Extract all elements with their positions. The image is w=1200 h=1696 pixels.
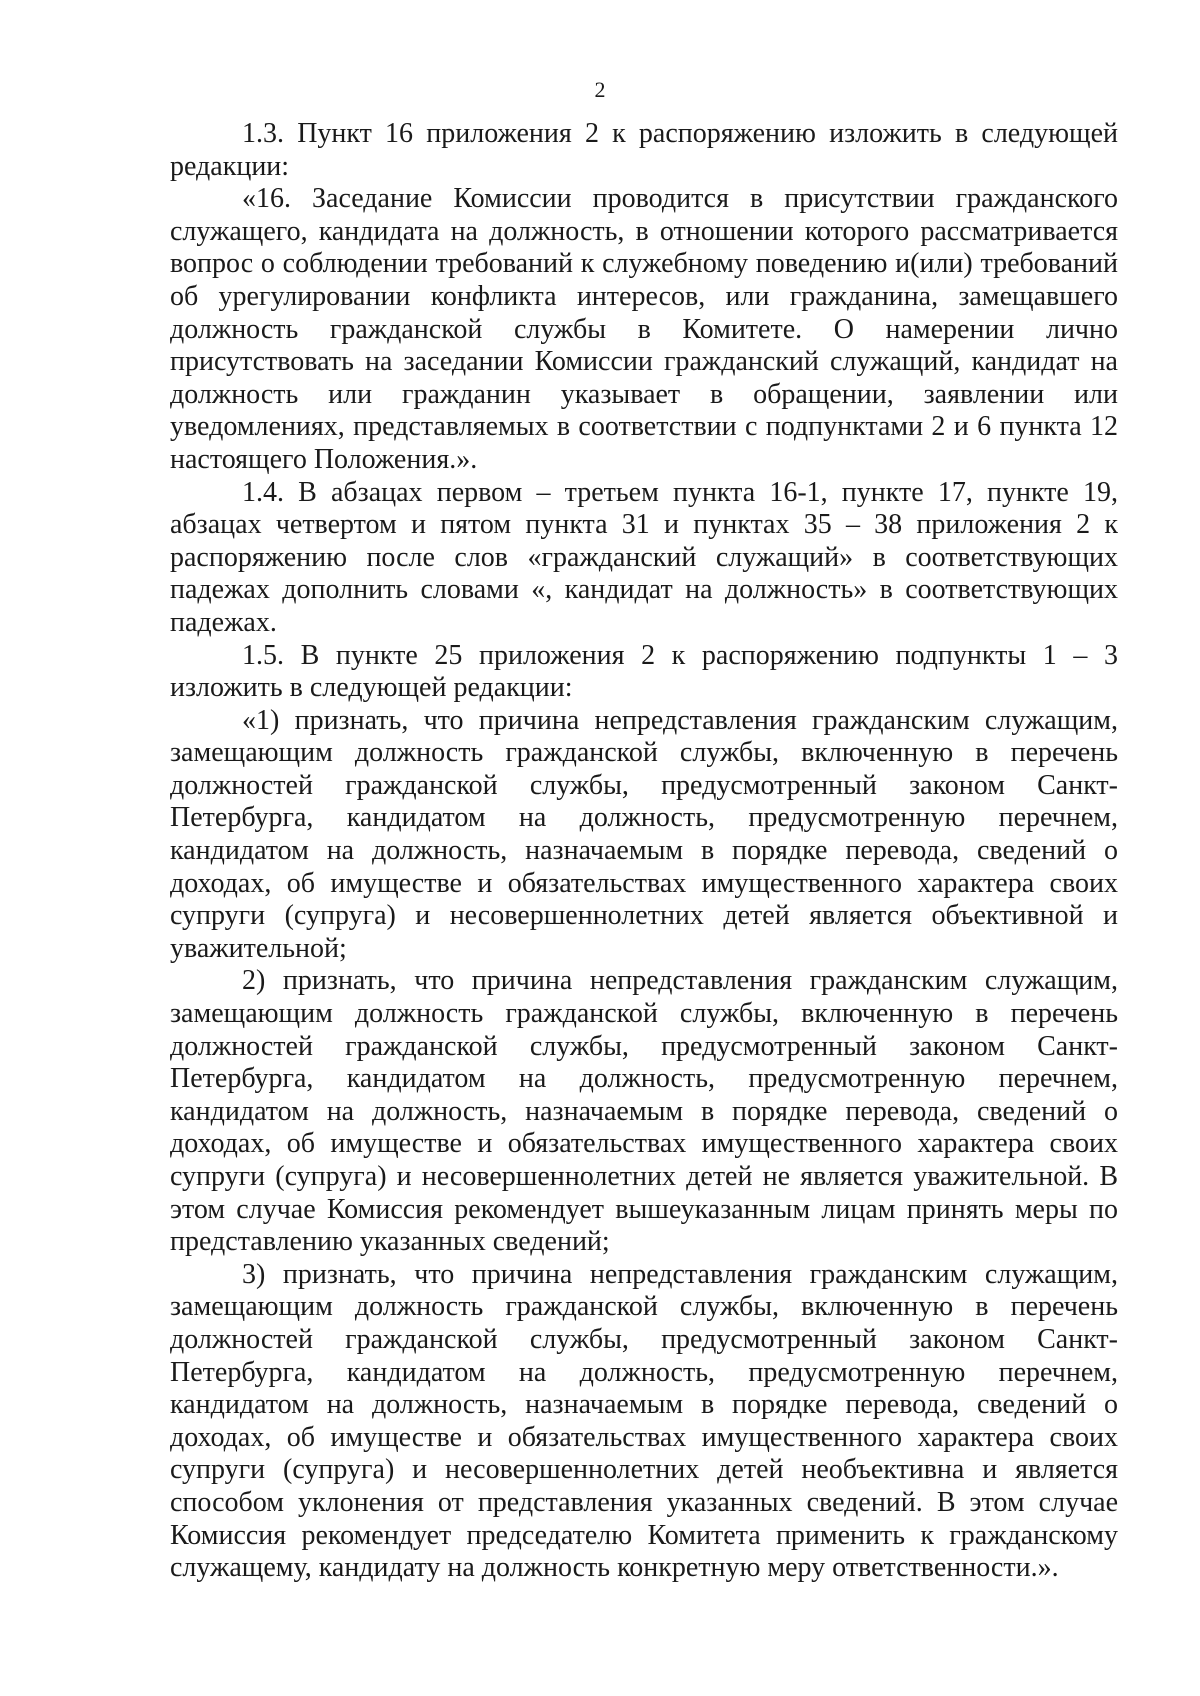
paragraph-1-5: 1.5. В пункте 25 приложения 2 к распоряжению подпункты 1 – 3 изложить в следующей редакции: <box>170 639 1118 704</box>
paragraph-subitem-2: 2) признать, что причина непредставления гражданским служащим, замещающим должность гражданской службы, включенную в перечень должностей гражданской службы, предусмотренный законом Санкт-Петербурга, кандидатом на должность, предусмотренную перечнем, кандидатом на должность, назначаемым в порядке перевода, сведений о доходах, об имуществе и обязательствах имущественного характера своих супруги (супруга) и несовершеннолетних детей не является уважительной. В этом случае Комиссия рекомендует вышеуказанным лицам принять меры по представлению указанных сведений; <box>170 965 1118 1258</box>
paragraph-quote-16: «16. Заседание Комиссии проводится в присутствии гражданского служащего, кандидата на должность, в отношении которого рассматривается вопрос о соблюдении требований к служебному поведению и(или) требований об урегулировании конфликта интересов, или гражданина, замещавшего должность гражданской службы в Комитете. О намерении лично присутствовать на заседании Комиссии гражданский служащий, кандидат на должность или гражданин указывает в обращении, заявлении или уведомлениях, представляемых в соответствии с подпунктами 2 и 6 пункта 12 настоящего Положения.». <box>170 183 1118 475</box>
paragraph-subitem-1: «1) признать, что причина непредставления гражданским служащим, замещающим должность гражданской службы, включенную в перечень должностей гражданской службы, предусмотренный законом Санкт-Петербурга, кандидатом на должность, предусмотренную перечнем, кандидатом на должность, назначаемым в порядке перевода, сведений о доходах, об имуществе и обязательствах имущественного характера своих супруги (супруга) и несовершеннолетних детей является объективной и уважительной; <box>170 704 1118 964</box>
paragraph-subitem-3: 3) признать, что причина непредставления гражданским служащим, замещающим должность гражданской службы, включенную в перечень должностей гражданской службы, предусмотренный законом Санкт-Петербурга, кандидатом на должность, предусмотренную перечнем, кандидатом на должность, назначаемым в порядке перевода, сведений о доходах, об имуществе и обязательствах имущественного характера своих супруги (супруга) и несовершеннолетних детей необъективна и является способом уклонения от представления указанных сведений. В этом случае Комиссия рекомендует председателю Комитета применить к гражданскому служащему, кандидату на должность конкретную меру ответственности.». <box>170 1258 1118 1584</box>
paragraph-1-4: 1.4. В абзацах первом – третьем пункта 16-1, пункте 17, пункте 19, абзацах четвертом и пятом пункта 31 и пунктах 35 – 38 приложения 2 к распоряжению после слов «гражданский служащий» в соответствующих падежах дополнить словами «, кандидат на должность» в соответствующих падежах. <box>170 476 1118 638</box>
page-number: 2 <box>594 77 606 102</box>
document-body <box>170 118 1118 1585</box>
paragraph-1-3: 1.3. Пункт 16 приложения 2 к распоряжению изложить в следующей редакции: <box>170 118 1118 182</box>
